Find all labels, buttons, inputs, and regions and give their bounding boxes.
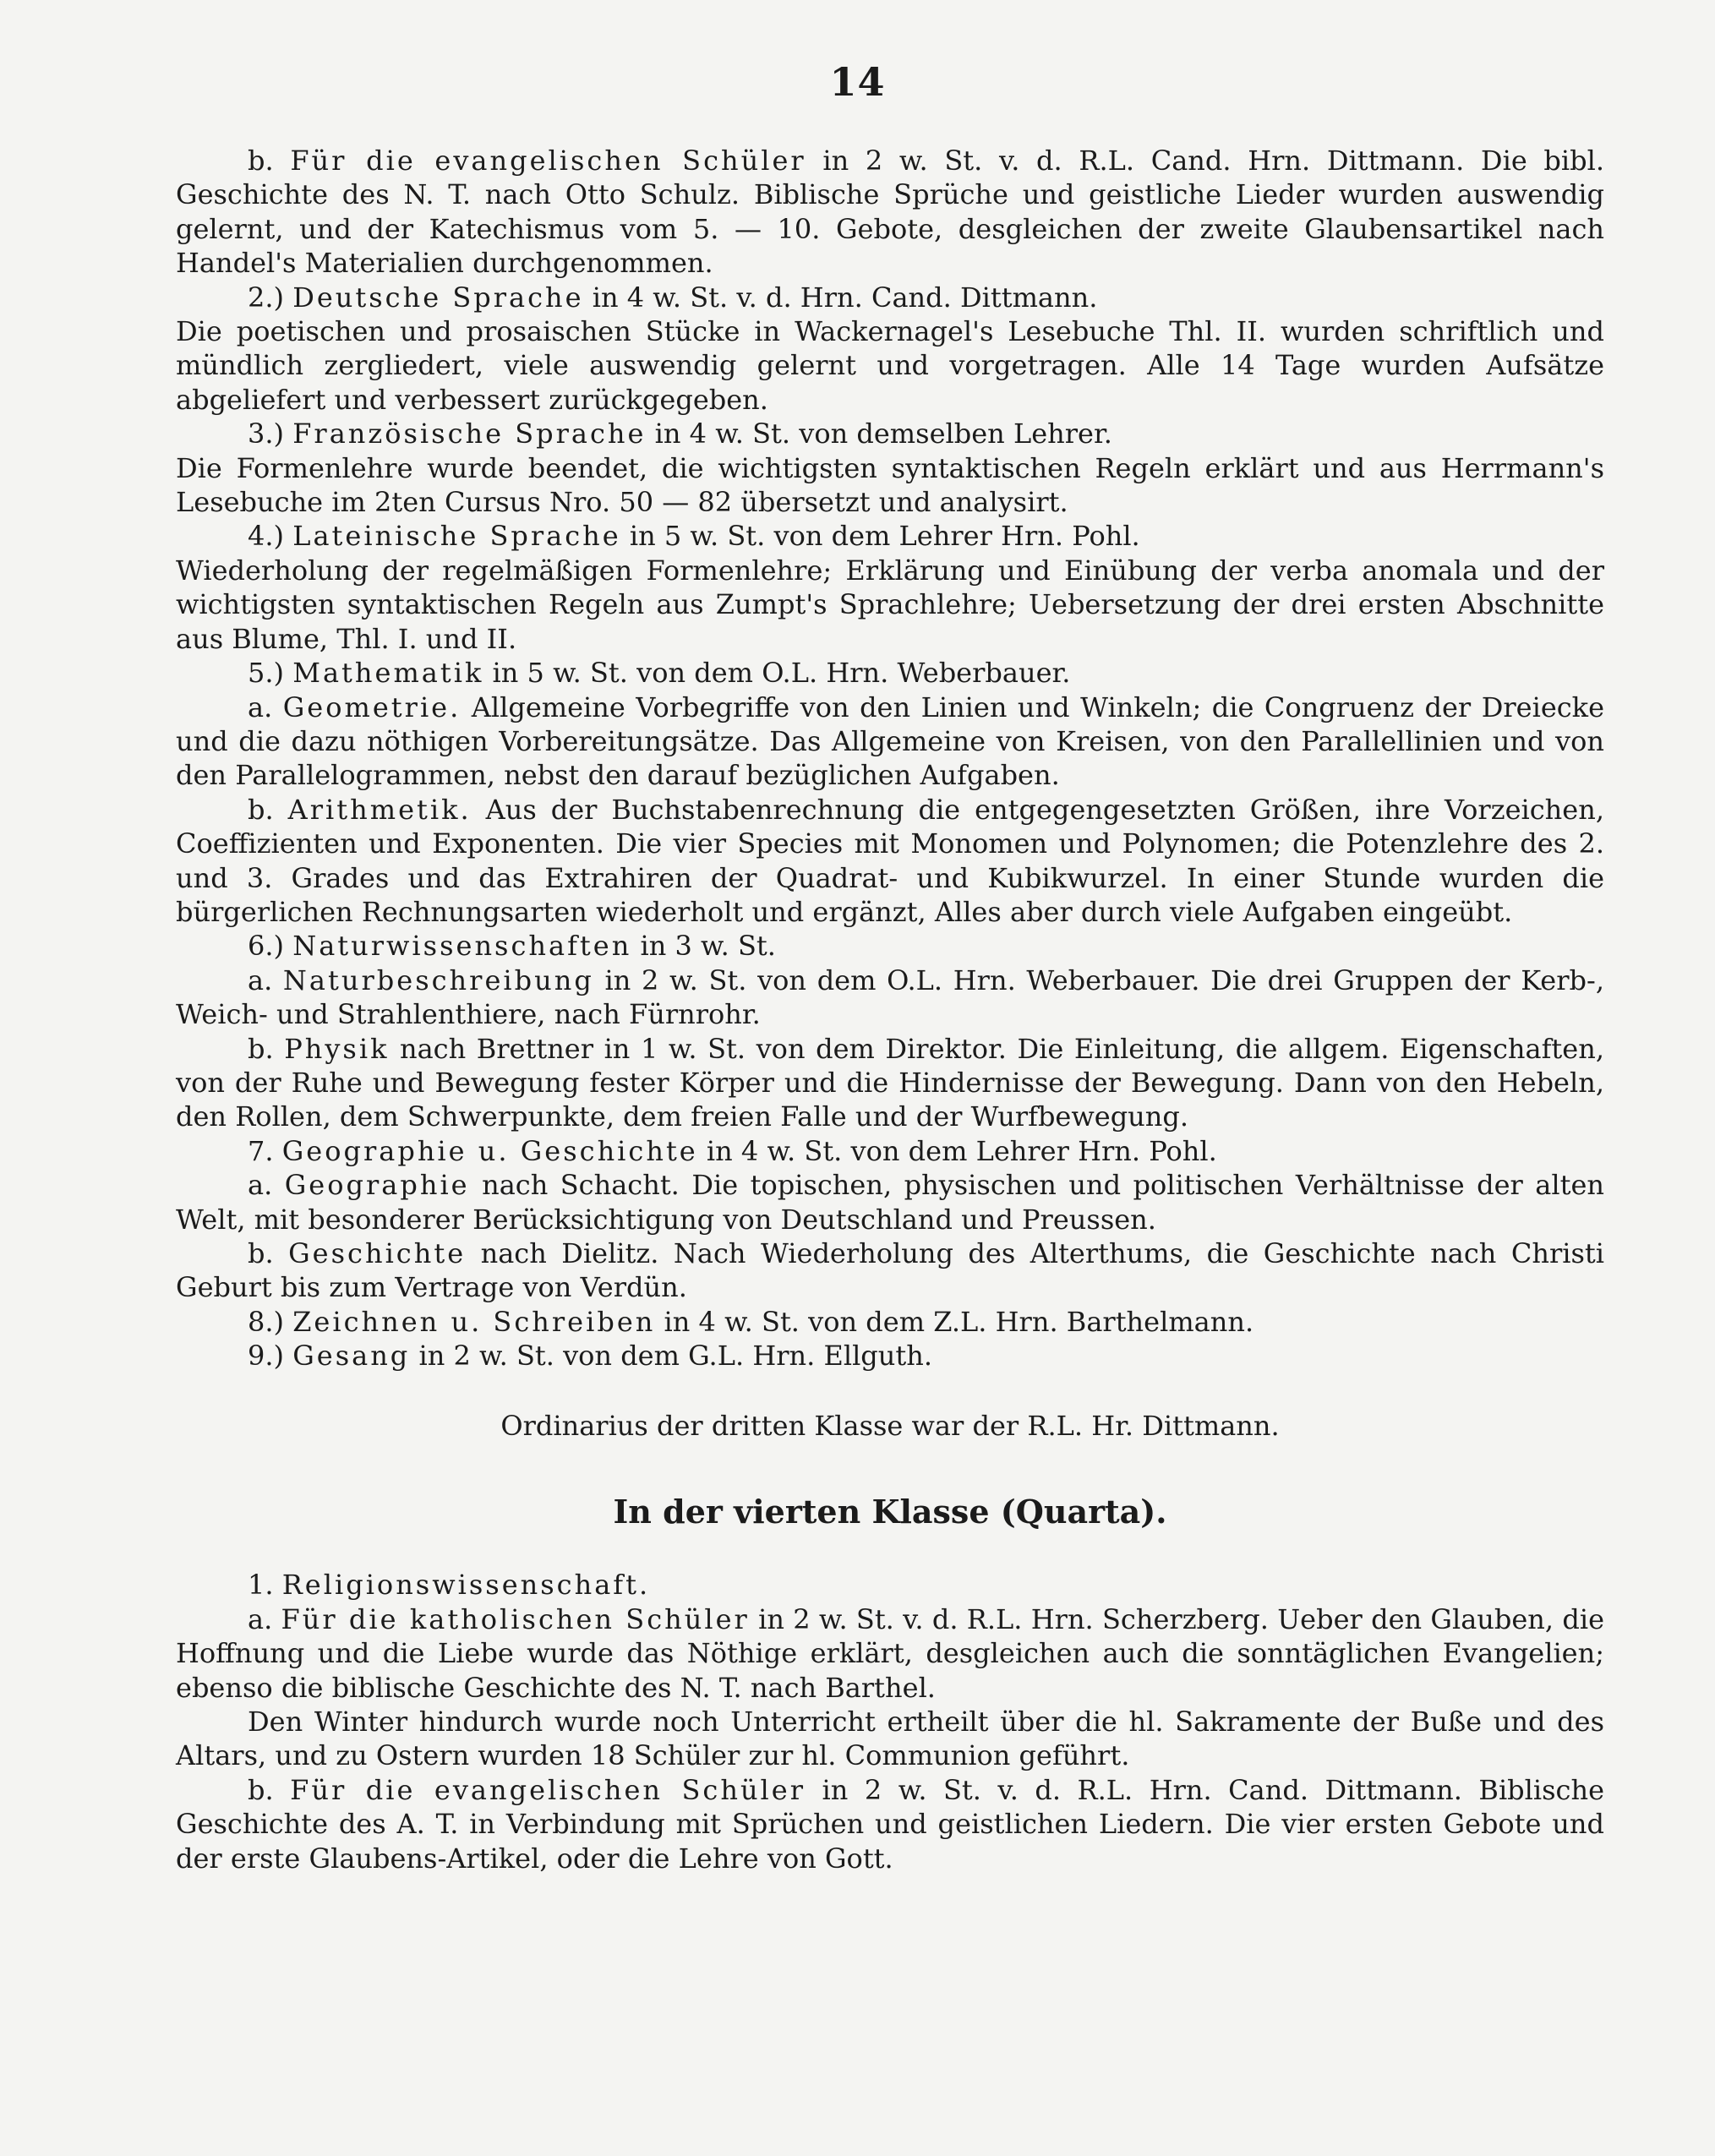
ordinarius-note: Ordinarius der dritten Klasse war der R.L. Hr. Dittmann. [500, 1409, 1280, 1442]
subject-heading-german: 2.) Deutsche Sprache in 4 w. St. v. d. Hrn. Cand. Dittmann. [248, 281, 1098, 314]
paragraph-evangelical-students: b. Für die evangelischen Schüler in 2 w. St. v. d. R.L. Cand. Hrn. Dittmann. Die bibl. Geschichte des N. T. nach Otto Schulz. Biblische Sprüche und geistliche Lieder wurden auswendig gelernt, und der Katechismus vom 5. — 10. Gebote, desgleichen der zweite Glaubensartikel nach Handel's Materialien durchgenommen. [176, 145, 1605, 280]
paragraph-latin: Wiederholung der regelmäßigen Formenlehre; Erklärung und Einübung der verba anomala und der wichtigsten syntaktischen Regeln aus Zumpt's Sprachlehre; Uebersetzung der drei ersten Abschnitte aus Blume, Thl. I. und II. [176, 554, 1604, 655]
paragraph-german: Die poetischen und prosaischen Stücke in Wackernagel's Lesebuche Thl. II. wurden schriftlich und mündlich zergliedert, viele auswendig gelernt und vorgetragen. Alle 14 Tage wurden Aufsätze abgeliefert und verbessert zurückgegeben. [176, 315, 1604, 416]
paragraph-history: b. Geschichte nach Dielitz. Nach Wiederholung des Alterthums, die Geschichte nach Christi Geburt bis zum Vertrage von Verdün. [176, 1237, 1605, 1304]
paragraph-catholic-students: a. Für die katholischen Schüler in 2 w. St. v. d. R.L. Hrn. Scherzberg. Ueber den Glauben, die Hoffnung und die Liebe wurde das Nöthige erklärt, desgleichen auch die sonntäglichen Evangelien; ebenso die biblische Geschichte des N. T. nach Barthel. [176, 1602, 1605, 1704]
subject-heading-singing: 9.) Gesang in 2 w. St. von dem G.L. Hrn. Ellguth. [248, 1340, 933, 1373]
paragraph-evangelical-students-quarta: b. Für die evangelischen Schüler in 2 w. St. v. d. R.L. Hrn. Cand. Dittmann. Biblische Geschichte des A. T. in Verbindung mit Sprüchen und geistlichen Liedern. Die vier ersten Gebote und der erste Glaubens-Artikel, oder die Lehre von Gott. [176, 1773, 1605, 1875]
paragraph-geography: a. Geographie nach Schacht. Die topischen, physischen und politischen Verhältnisse der alten Welt, mit besonderer Berücksichtigung von Deutschland und Preussen. [176, 1169, 1605, 1236]
subject-heading-latin: 4.) Lateinische Sprache in 5 w. St. von dem Lehrer Hrn. Pohl. [248, 520, 1140, 553]
subject-heading-french: 3.) Französische Sprache in 4 w. St. von demselben Lehrer. [248, 418, 1112, 450]
page-number: 14 [829, 59, 886, 105]
paragraph-geometry: a. Geometrie. Allgemeine Vorbegriffe von den Linien und Winkeln; die Congruenz der Dreiecke und die dazu nöthigen Vorbereitungsätze. Das Allgemeine von Kreisen, von den Parallellinien und von den Parallelogrammen, nebst den darauf bezüglichen Aufgaben. [176, 690, 1605, 792]
paragraph-sacraments: Den Winter hindurch wurde noch Unterricht ertheilt über die hl. Sakramente der Buße und des Altars, und zu Ostern wurden 18 Schüler zur hl. Communion geführt. [176, 1706, 1604, 1772]
paragraph-natural-history: a. Naturbeschreibung in 2 w. St. von dem O.L. Hrn. Weberbauer. Die drei Gruppen der Kerb-, Weich- und Strahlenthiere, nach Fürnrohr. [176, 963, 1605, 1031]
paragraph-physics: b. Physik nach Brettner in 1 w. St. von dem Direktor. Die Einleitung, die allgem. Eigenschaften, von der Ruhe und Bewegung fester Körper und die Hindernisse der Bewegung. Dann von den Hebeln, den Rollen, dem Schwerpunkte, dem freien Falle und der Wurfbewegung. [176, 1032, 1605, 1133]
subject-heading-mathematics: 5.) Mathematik in 5 w. St. von dem O.L. Hrn. Weberbauer. [248, 657, 1071, 690]
subject-heading-natural-sciences: 6.) Naturwissenschaften in 3 w. St. [248, 930, 776, 963]
subject-heading-religion: 1. Religionswissenschaft. [248, 1569, 651, 1602]
subject-heading-drawing: 8.) Zeichnen u. Schreiben in 4 w. St. von dem Z.L. Hrn. Barthelmann. [248, 1305, 1254, 1338]
paragraph-french: Die Formenlehre wurde beendet, die wichtigsten syntaktischen Regeln erklärt und aus Herrmann's Lesebuche im 2ten Cursus Nro. 50 — 82 übersetzt und analysirt. [176, 451, 1604, 519]
section-heading: In der vierten Klasse (Quarta). [613, 1493, 1167, 1531]
subject-heading-geography-history: 7. Geographie u. Geschichte in 4 w. St. von dem Lehrer Hrn. Pohl. [248, 1134, 1217, 1167]
page-body [176, 144, 1604, 1875]
paragraph-arithmetic: b. Arithmetik. Aus der Buchstabenrechnung die entgegengesetzten Größen, ihre Vorzeichen, Coeffizienten und Exponenten. Die vier Species mit Monomen und Polynomen; die Potenzlehre des 2. und 3. Grades und das Extrahiren der Quadrat- und Kubikwurzel. In einer Stunde wurden die bürgerlichen Rechnungsarten wiederholt und ergänzt, Alles aber durch viele Aufgaben eingeübt. [176, 793, 1604, 928]
